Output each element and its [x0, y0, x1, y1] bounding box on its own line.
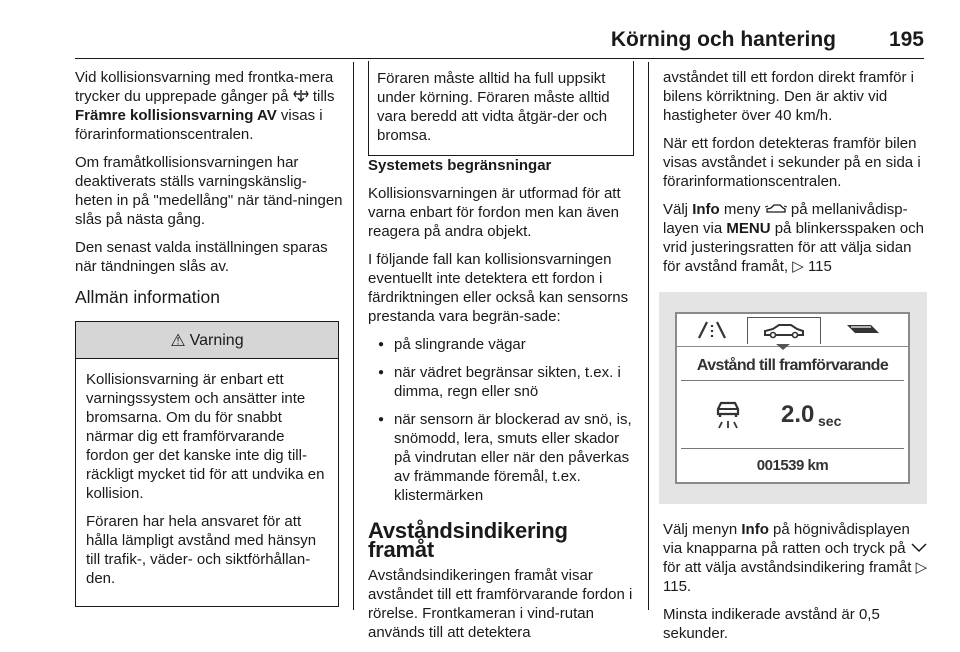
page-header — [75, 26, 924, 60]
section-heading-distance-indication: Avståndsindikering framåt — [368, 518, 568, 562]
steering-wheel-switch-icon — [293, 88, 309, 105]
tab-indicator — [776, 344, 790, 350]
warning-body: Kollisionsvarning är enbart ett varningssystem och ansätter inte bromsarna. Om du för snabbt närmar dig ett framförvarande fordon ger det kanske inte dig till-räckligt mycket tid för att undvika en kollision. Föraren har hela ansvaret för att hålla lämpligt avstånd med hänsyn till trafik-, väder- och siktförhållan-den. — [86, 371, 325, 587]
traffic-sign-tab-icon — [827, 317, 899, 343]
page-number: 195 — [888, 28, 924, 51]
distance-value: 2.0 — [781, 401, 815, 428]
driver-responsibility-note: Föraren måste alltid ha full uppsikt under körning. Föraren måste alltid vara beredd att vidta åtgär-der och bromsa. — [368, 61, 634, 156]
vehicle-ahead-icon — [713, 400, 743, 435]
paragraph-collision-toggle: Vid kollisionsvarning med frontka-mera trycker du upprepade gånger på tills Främre kollisionsvarning AV visas i förarinformationscentralen. — [75, 69, 335, 143]
display-screen — [675, 312, 910, 484]
chevron-down-icon — [910, 540, 928, 557]
display-divider — [681, 448, 904, 449]
setting-name: Främre kollisionsvarning AV — [75, 107, 277, 124]
distance-unit: sec — [818, 413, 842, 429]
driver-info-display-figure — [659, 292, 927, 504]
paragraph-select-info-menu: Välj Info meny på mellanivådisp-layen via MENU på blinkersspaken och vrid justeringsratten för att välja sidan för avstånd framåt, ▷ 115 — [663, 201, 924, 275]
paragraph-limits-2: I följande fall kan kollisionsvarningen eventuellt inte detektera ett fordon i färdriktningen eller också kan sensorns prestanda vara begrän-sade: — [368, 251, 629, 325]
warning-box — [75, 321, 339, 607]
odometer-readout: 001539 km — [756, 457, 829, 474]
display-divider — [681, 380, 904, 381]
display-tab-bar — [677, 314, 908, 347]
column-divider-1 — [353, 62, 354, 610]
paragraph-limits-1: Kollisionsvarningen är utformad för att varna enbart för fordon men kan även reagera på andra objekt. — [368, 185, 621, 240]
paragraph-select-high-level: Välj menyn Info på högnivådisplayen via knapparna på ratten och tryck på för att välja avståndsindikering framåt ▷ 115. — [663, 521, 928, 595]
warning-header: ⚠ Varning — [76, 321, 338, 359]
list-item: ● när vädret begränsar sikten, t.ex. i dimma, regn eller snö — [368, 363, 634, 401]
list-item: ● när sensorn är blockerad av snö, is, snömodd, lera, smuts eller skador på vindrutan eller när den påverkas av främmande föremål, t.ex. klistermärken — [368, 410, 634, 505]
paragraph-distance-display: När ett fordon detekteras framför bilen visas avståndet i sekunder på en sida i förarinformationscentralen. — [663, 135, 921, 190]
lane-assist-tab-icon — [683, 317, 741, 343]
header-rule — [75, 58, 924, 59]
list-item: ● på slingrande vägar — [368, 335, 634, 354]
column-3 — [663, 68, 929, 652]
subheading-system-limits: Systemets begränsningar — [368, 157, 552, 174]
reference-arrow-icon: ▷ — [792, 258, 808, 275]
car-distance-tab-icon — [747, 317, 821, 344]
column-2 — [368, 68, 634, 651]
page-title: Körning och hantering — [610, 28, 836, 51]
display-title: Avstånd till framförvarande — [696, 357, 889, 374]
subheading-general-info: Allmän information — [75, 287, 220, 307]
paragraph-min-distance: Minsta indikerade avstånd är 0,5 sekunder. — [663, 606, 880, 642]
paragraph-distance-detect: avståndet till ett fordon direkt framför i bilens körriktning. Den är aktiv vid hastigheter över 40 km/h. — [663, 69, 914, 124]
column-divider-2 — [648, 62, 649, 610]
reference-arrow-icon: ▷ — [915, 559, 928, 576]
paragraph-distance-intro: Avståndsindikeringen framåt visar avståndet till ett framförvarande fordon i rörelse. Frontkameran i vind-rutan används till att detektera — [368, 567, 633, 641]
car-icon — [765, 201, 787, 218]
paragraph-sensitivity: Om framåtkollisionsvarningen har deaktiverats ställs varningskänslig-heten in på "medellång" när tänd-ningen slås på nästa gång. — [75, 154, 343, 228]
limitations-list — [368, 335, 634, 505]
warning-icon: ⚠ — [170, 330, 186, 350]
paragraph-last-setting: Den senast valda inställningen sparas när tändningen slås av. — [75, 239, 328, 275]
column-1 — [75, 68, 343, 607]
